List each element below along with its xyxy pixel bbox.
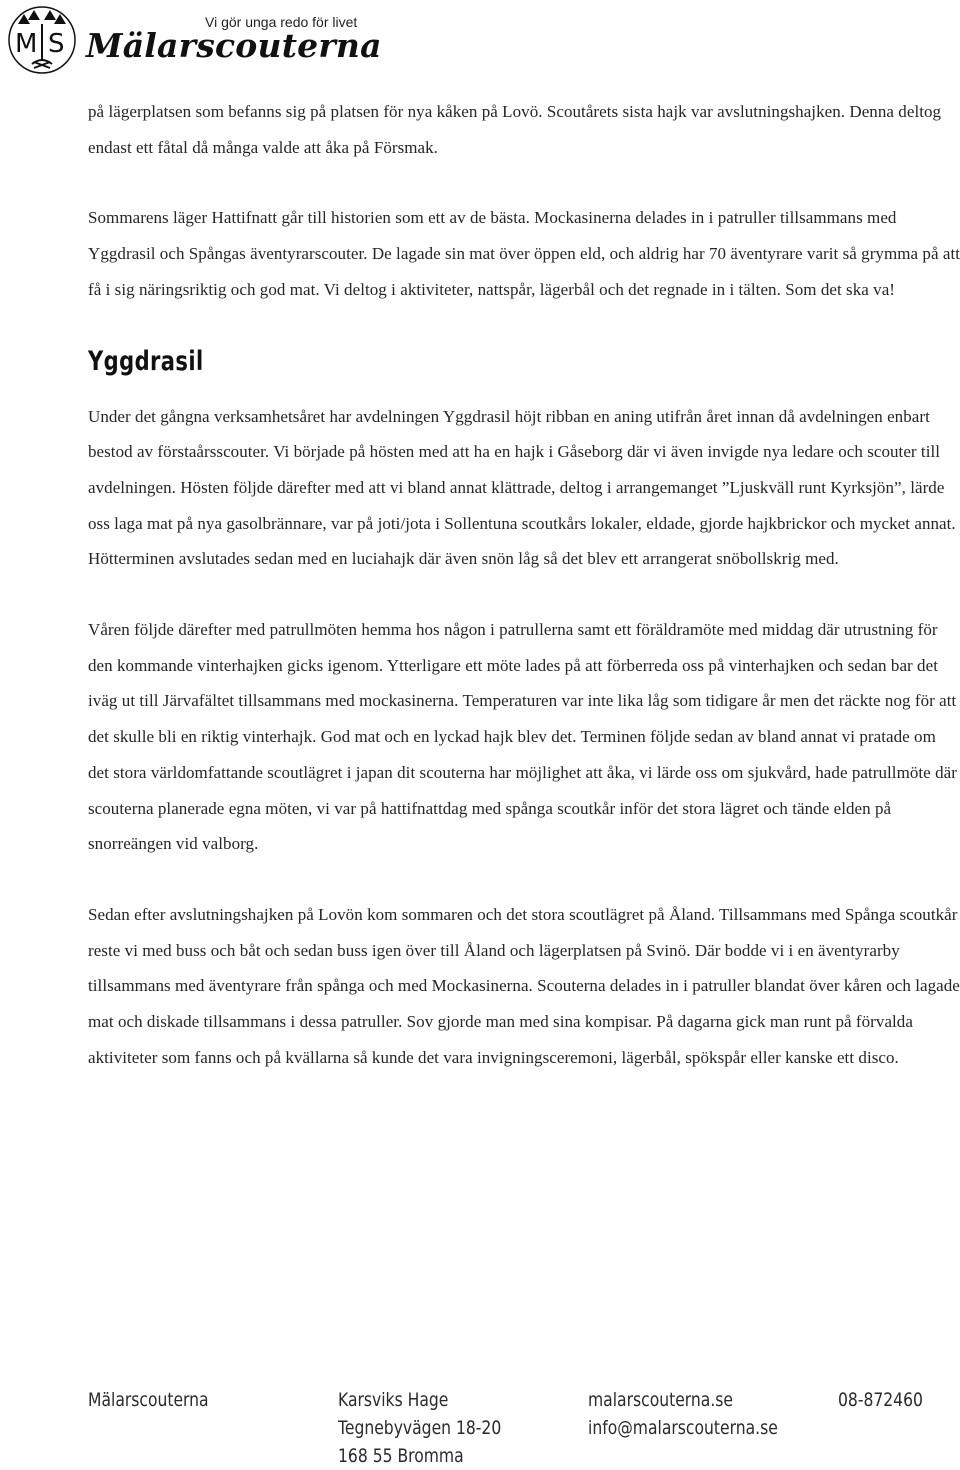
footer-address-line: Tegnebyvägen 18-20 — [338, 1417, 502, 1439]
footer-phone-column — [838, 1386, 923, 1414]
paragraph: Våren följde därefter med patrullmöten hemma hos någon i patrullerna samt ett föräldramöte med middag där utrustning för den kommande vinterhajken gicks igenom. Ytterligare ett möte lades på att förberreda oss på vinterhajken och sedan bar det iväg ut till Järvafältet tillsammans med mockasinerna. Temperaturen var inte lika låg som tidigare år men det räckte nog för att det skulle bli en riktig vinterhajk. God mat och en lyckad hajk blev det. Terminen följde sedan av bland annat vi pratade om det stora världomfattande scoutlägret i japan dit scouterna har möjlighet att åka, vi lärde oss om sjukvård, hade patrullmöte där scouterna planerade egna möten, vi var på hattifnattdag med spånga scoutkår inför det stora lägret och tände elden på snorreängen vid valborg. — [88, 620, 957, 854]
footer-email: info@malarscouterna.se — [588, 1417, 778, 1439]
footer-address-line: 168 55 Bromma — [338, 1445, 464, 1467]
svg-text:M: M — [15, 29, 38, 59]
footer-org: Mälarscouterna — [88, 1389, 209, 1411]
footer-org-column — [88, 1386, 209, 1414]
page-header — [0, 0, 960, 80]
paragraph: på lägerplatsen som befanns sig på platsen för nya kåken på Lovö. Scoutårets sista hajk var avslutningshajken. Denna deltog endast ett fåtal då många valde att åka på Försmak. — [88, 102, 942, 157]
footer-website: malarscouterna.se — [588, 1389, 733, 1411]
tagline: Vi gör unga redo för livet — [205, 14, 358, 30]
footer-address-line: Karsviks Hage — [338, 1389, 449, 1411]
svg-text:S: S — [48, 29, 65, 59]
section-heading: Yggdrasil — [88, 345, 204, 377]
footer-phone: 08-872460 — [838, 1389, 923, 1411]
brand-name: Mälarscouterna — [86, 26, 382, 65]
page-footer — [0, 1386, 960, 1467]
document-body — [88, 94, 960, 1075]
footer-contact-column — [588, 1386, 778, 1442]
paragraph: Sedan efter avslutningshajken på Lovön kom sommaren och det stora scoutlägret på Åland. Tillsammans med Spånga scoutkår reste vi med buss och båt och sedan buss igen över till Åland och lägerplatsen på Svinö. Där bodde vi i en äventyrarby tillsammans med äventyrare från spånga och med Mockasinerna. Scouterna delades in i patruller blandat över kåren och lagade mat och diskade tillsammans i dessa patruller. Sov gjorde man med sina kompisar. På dagarna gick man runt på förvalda aktiviteter som fanns och på kvällarna så kunde det vara invigningsceremoni, lägerbål, spökspår eller kanske ett disco. — [88, 904, 960, 1067]
paragraph: Under det gångna verksamhetsåret har avdelningen Yggdrasil höjt ribban en aning utifrån året innan då avdelningen enbart bestod av förstaårsscouter. Vi började på hösten med att ha en hajk i Gåseborg där vi även invigde nya ledare och scouter till avdelningen. Hösten följde därefter med att vi bland annat klättrade, deltog i arrangemanget ”Ljuskväll runt Kyrksjön”, lärde oss laga mat på nya gasolbrännare, var på joti/jota i Sollentuna scoutkårs lokaler, eldade, gjorde hajkbrickor och mycket annat. Hötterminen avslutades sedan med en luciahajk där även snön låg så det blev ett arrangerat snöbollskrig med. — [88, 406, 956, 569]
paragraph: Sommarens läger Hattifnatt går till historien som ett av de bästa. Mockasinerna delades in i patruller tillsammans med Yggdrasil och Spångas äventyrarscouter. De lagade sin mat över öppen eld, och aldrig har 70 äventyrare varit så grymma på att få i sig näringsriktig och god mat. Vi deltog i aktiviteter, nattspår, lägerbål och det regnade in i tälten. Som det ska va! — [88, 208, 960, 299]
mälarscouterna-logo — [4, 4, 80, 76]
footer-address-column — [338, 1386, 501, 1470]
